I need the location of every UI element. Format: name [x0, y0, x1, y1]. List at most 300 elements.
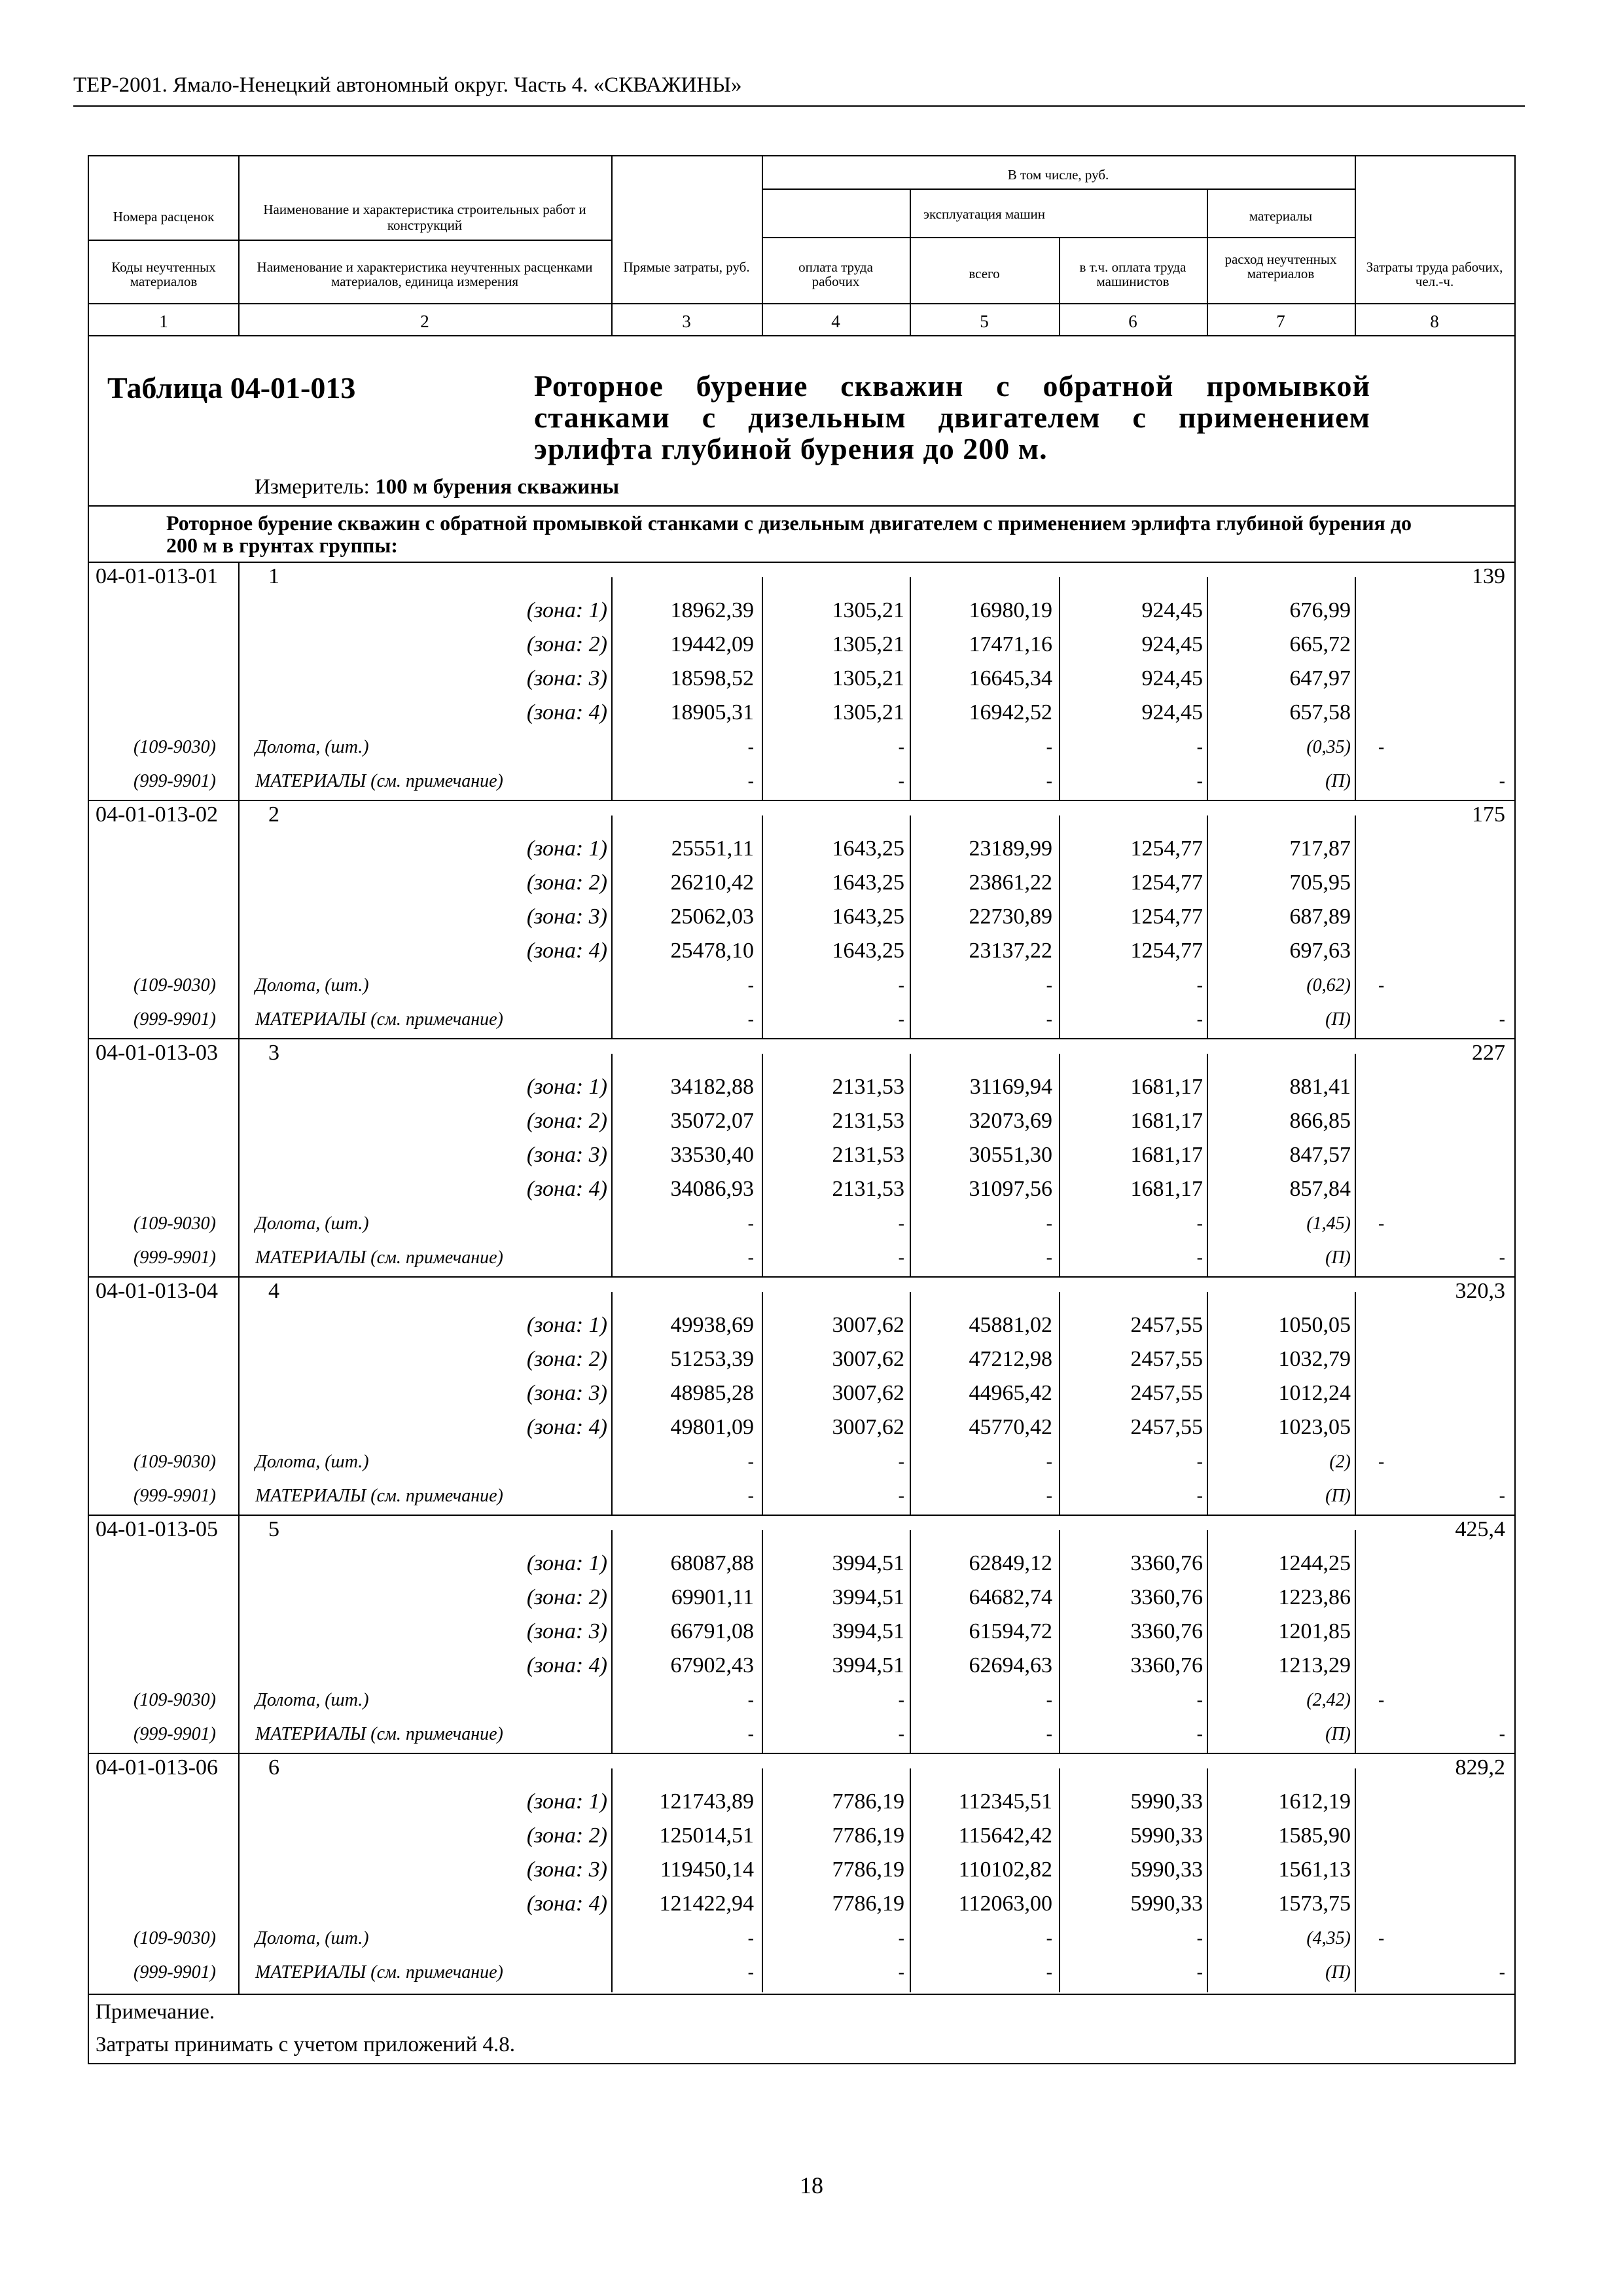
zone-value: 2457,55 [1130, 1381, 1203, 1405]
page-number: 18 [800, 2172, 823, 2198]
header-material-codes: Коды неучтенных материалов [111, 259, 216, 289]
dash: - [747, 1690, 754, 1710]
bit-name: Долота, (шт.) [255, 1928, 369, 1948]
dash: - [1046, 1247, 1052, 1268]
rate-code: 04-01-013-03 [96, 1041, 218, 1065]
materials-code: (999-9901) [134, 1962, 216, 1982]
zone-value: 1032,79 [1278, 1347, 1351, 1371]
dash: - [898, 1928, 904, 1948]
dash: - [1046, 771, 1052, 791]
zone-value: 2131,53 [832, 1109, 904, 1133]
zone-value: 62694,63 [969, 1653, 1052, 1677]
zone-value: 687,89 [1289, 905, 1351, 929]
zone-value: 1585,90 [1278, 1823, 1351, 1848]
zone-value: 31169,94 [969, 1075, 1052, 1099]
materials-code: (999-9901) [134, 1486, 216, 1506]
dash: - [1046, 1213, 1052, 1234]
zone-value: 34086,93 [670, 1177, 754, 1201]
zone-value: 3994,51 [832, 1619, 904, 1643]
dash: - [1196, 1724, 1203, 1744]
dash: - [1196, 1962, 1203, 1982]
zone-value: 1561,13 [1278, 1857, 1351, 1882]
zone-value: 3360,76 [1130, 1653, 1203, 1677]
dash: - [1046, 1009, 1052, 1030]
dash: - [1046, 1962, 1052, 1982]
zone-value: 121422,94 [659, 1892, 754, 1916]
dash: - [1499, 1486, 1505, 1506]
header-rate-numbers: Номера расценок [113, 209, 215, 224]
zone-label: (зона: 4) [526, 1177, 607, 1201]
dash: - [1499, 1962, 1505, 1982]
zone-label: (зона: 3) [526, 1381, 607, 1405]
rate-group: 1 [268, 564, 279, 588]
materials-name: МАТЕРИАЛЫ (см. примечание) [255, 1486, 503, 1506]
zone-value: 1643,25 [832, 836, 904, 861]
zone-value: 1681,17 [1130, 1109, 1203, 1133]
zone-value: 657,58 [1289, 700, 1351, 725]
zone-label: (зона: 3) [526, 1619, 607, 1643]
zone-value: 110102,82 [958, 1857, 1052, 1882]
materials-code: (999-9901) [134, 1009, 216, 1030]
rate-labor-hours: 227 [1472, 1041, 1505, 1065]
material-row-divider [1207, 1530, 1208, 1754]
zone-value: 17471,16 [969, 632, 1052, 656]
dash: - [1378, 1213, 1385, 1234]
column-number: 6 [1128, 312, 1137, 331]
zone-value: 18598,52 [670, 666, 754, 691]
zone-value: 1681,17 [1130, 1143, 1203, 1167]
zone-value: 1254,77 [1130, 870, 1203, 895]
dash: - [1196, 1928, 1203, 1948]
dash: - [1196, 1690, 1203, 1710]
dash: - [898, 1724, 904, 1744]
zone-label: (зона: 1) [526, 836, 607, 861]
dash: - [747, 1247, 754, 1268]
zone-value: 33530,40 [670, 1143, 754, 1167]
material-row-divider [1207, 1054, 1208, 1278]
dash: - [1499, 1724, 1505, 1744]
dash: - [898, 1213, 904, 1234]
dash: - [898, 1009, 904, 1030]
material-row-divider [1059, 1292, 1060, 1516]
zone-value: 1573,75 [1278, 1892, 1351, 1916]
zone-value: 866,85 [1289, 1109, 1351, 1133]
zone-value: 3994,51 [832, 1551, 904, 1575]
zone-value: 1050,05 [1278, 1313, 1351, 1337]
dash: - [1196, 1213, 1203, 1234]
zone-value: 47212,98 [969, 1347, 1052, 1371]
header-machine-total: всего [969, 266, 1000, 281]
materials-name: МАТЕРИАЛЫ (см. примечание) [255, 1009, 503, 1030]
zone-value: 1254,77 [1130, 939, 1203, 963]
material-row-divider [1059, 1768, 1060, 1992]
zone-value: 16645,34 [969, 666, 1052, 691]
zone-value: 1643,25 [832, 870, 904, 895]
header-line [762, 237, 1355, 238]
dash: - [1499, 1009, 1505, 1030]
column-number: 4 [831, 312, 840, 331]
zone-value: 18905,31 [670, 700, 754, 725]
zone-label: (зона: 3) [526, 1857, 607, 1882]
zone-value: 717,87 [1289, 836, 1351, 861]
materials-name: МАТЕРИАЛЫ (см. примечание) [255, 771, 503, 791]
zone-label: (зона: 2) [526, 1347, 607, 1371]
header-divider [910, 188, 911, 336]
materials-code: (999-9901) [134, 1247, 216, 1268]
zone-label: (зона: 3) [526, 666, 607, 691]
zone-value: 3007,62 [832, 1347, 904, 1371]
bit-name: Долота, (шт.) [255, 1690, 369, 1710]
material-row-divider [1355, 577, 1356, 801]
zone-value: 3360,76 [1130, 1619, 1203, 1643]
zone-label: (зона: 2) [526, 1823, 607, 1848]
zone-value: 5990,33 [1130, 1857, 1203, 1882]
zone-label: (зона: 4) [526, 939, 607, 963]
zone-value: 18962,39 [670, 598, 754, 622]
dash: - [747, 1962, 754, 1982]
zone-label: (зона: 1) [526, 1551, 607, 1575]
header-machine-operation: эксплуатация машин [923, 206, 1045, 222]
header-operator-pay: в т.ч. оплата труда машинистов [1079, 259, 1186, 289]
zone-value: 1213,29 [1278, 1653, 1351, 1677]
header-work-name: Наименование и характеристика строительных работ и конструкций [263, 202, 586, 233]
header-divider [238, 155, 240, 336]
bit-code: (109-9030) [134, 1452, 216, 1472]
dash: - [1378, 1452, 1385, 1472]
table-code: Таблица 04-01-013 [107, 371, 356, 404]
materials-code: (999-9901) [134, 1724, 216, 1744]
measure-line [255, 476, 619, 498]
zone-value: 1223,86 [1278, 1585, 1351, 1609]
note-text: Затраты принимать с учетом приложений 4.8. [96, 2033, 515, 2056]
zone-label: (зона: 2) [526, 1109, 607, 1133]
zone-value: 7786,19 [832, 1892, 904, 1916]
dash: - [747, 1928, 754, 1948]
zone-value: 35072,07 [670, 1109, 754, 1133]
zone-value: 2457,55 [1130, 1415, 1203, 1439]
zone-value: 881,41 [1289, 1075, 1351, 1099]
material-row-divider [611, 1530, 613, 1754]
zone-value: 1254,77 [1130, 836, 1203, 861]
zone-value: 45770,42 [969, 1415, 1052, 1439]
header-labor-pay: оплата труда рабочих [798, 259, 873, 289]
header-direct-costs: Прямые затраты, руб. [623, 259, 750, 275]
dash: - [1046, 975, 1052, 996]
note-line [88, 1994, 1514, 1995]
material-row-divider [762, 1054, 763, 1278]
zone-label: (зона: 3) [526, 1143, 607, 1167]
material-row-divider [1059, 1530, 1060, 1754]
rate-labor-hours: 175 [1472, 802, 1505, 827]
zone-value: 30551,30 [969, 1143, 1052, 1167]
zone-value: 1681,17 [1130, 1075, 1203, 1099]
rate-code: 04-01-013-06 [96, 1755, 218, 1780]
zone-label: (зона: 3) [526, 905, 607, 929]
bit-quantity: (2) [1329, 1452, 1351, 1472]
zone-value: 1305,21 [832, 666, 904, 691]
zone-value: 125014,51 [659, 1823, 754, 1848]
material-row-divider [1059, 816, 1060, 1039]
bit-quantity: (0,62) [1306, 975, 1351, 996]
dash: - [1378, 975, 1385, 996]
dash: - [1196, 1009, 1203, 1030]
zone-value: 665,72 [1289, 632, 1351, 656]
zone-value: 5990,33 [1130, 1789, 1203, 1814]
zone-value: 64682,74 [969, 1585, 1052, 1609]
rate-labor-hours: 139 [1472, 564, 1505, 588]
zone-value: 1643,25 [832, 939, 904, 963]
dash: - [1499, 771, 1505, 791]
zone-value: 25551,11 [671, 836, 754, 861]
column-number: 5 [980, 312, 989, 331]
measure-value: 100 м бурения скважины [375, 475, 620, 499]
rate-group: 6 [268, 1755, 279, 1780]
header-line [762, 188, 1355, 190]
zone-value: 22730,89 [969, 905, 1052, 929]
zone-value: 2457,55 [1130, 1313, 1203, 1337]
zone-label: (зона: 2) [526, 870, 607, 895]
rate-separator [88, 800, 1514, 801]
material-row-divider [762, 1292, 763, 1516]
zone-value: 3007,62 [832, 1313, 904, 1337]
zone-value: 25062,03 [670, 905, 754, 929]
zone-value: 1681,17 [1130, 1177, 1203, 1201]
dash: - [898, 1962, 904, 1982]
header-divider [762, 155, 763, 336]
material-row-divider [762, 1530, 763, 1754]
zone-value: 2457,55 [1130, 1347, 1203, 1371]
zone-value: 1201,85 [1278, 1619, 1351, 1643]
materials-name: МАТЕРИАЛЫ (см. примечание) [255, 1724, 503, 1744]
header-material-names: Наименование и характеристика неучтенных расценками материалов, единица измерения [257, 259, 593, 289]
rate-code: 04-01-013-05 [96, 1517, 218, 1541]
material-row-divider [910, 1054, 911, 1278]
bit-name: Долота, (шт.) [255, 975, 369, 996]
material-row-divider [1207, 577, 1208, 801]
zone-value: 5990,33 [1130, 1823, 1203, 1848]
dash: - [1196, 771, 1203, 791]
dash: - [747, 1009, 754, 1030]
material-row-divider [611, 1768, 613, 1992]
bit-code: (109-9030) [134, 1928, 216, 1948]
zone-value: 16980,19 [969, 598, 1052, 622]
dash: - [1046, 1928, 1052, 1948]
material-row-divider [762, 577, 763, 801]
rate-labor-hours: 320,3 [1455, 1279, 1505, 1303]
zone-value: 67902,43 [670, 1653, 754, 1677]
zone-value: 676,99 [1289, 598, 1351, 622]
material-row-divider [1355, 1768, 1356, 1992]
zone-value: 857,84 [1289, 1177, 1351, 1201]
rate-separator [88, 1276, 1514, 1278]
zone-value: 1023,05 [1278, 1415, 1351, 1439]
zone-value: 647,97 [1289, 666, 1351, 691]
bit-code: (109-9030) [134, 975, 216, 996]
zone-value: 23137,22 [969, 939, 1052, 963]
zone-value: 1305,21 [832, 598, 904, 622]
zone-value: 26210,42 [670, 870, 754, 895]
bit-code: (109-9030) [134, 1213, 216, 1234]
materials-quantity: (П) [1325, 1724, 1351, 1744]
table-name: Роторное бурение скважин с обратной промывкой станками с дизельным двигателем с применением эрлифта глубиной бурения до 200 м. [534, 369, 1370, 465]
bit-name: Долота, (шт.) [255, 1452, 369, 1472]
zone-value: 115642,42 [958, 1823, 1052, 1848]
zone-value: 112345,51 [958, 1789, 1052, 1814]
zone-label: (зона: 4) [526, 1653, 607, 1677]
material-row-divider [1207, 816, 1208, 1039]
zone-value: 23861,22 [969, 870, 1052, 895]
materials-quantity: (П) [1325, 1009, 1351, 1030]
zone-value: 66791,08 [670, 1619, 754, 1643]
material-row-divider [1207, 1292, 1208, 1516]
column-number: 7 [1276, 312, 1285, 331]
zone-value: 112063,00 [958, 1892, 1052, 1916]
dash: - [898, 1247, 904, 1268]
zone-value: 49938,69 [670, 1313, 754, 1337]
dash: - [1046, 1486, 1052, 1506]
header-divider [1059, 237, 1060, 336]
dash: - [1196, 975, 1203, 996]
material-row-divider [910, 1292, 911, 1516]
material-row-divider [762, 816, 763, 1039]
dash: - [898, 1690, 904, 1710]
zone-value: 23189,99 [969, 836, 1052, 861]
zone-label: (зона: 1) [526, 1313, 607, 1337]
rate-separator [88, 1038, 1514, 1039]
material-row-divider [910, 1768, 911, 1992]
zone-label: (зона: 1) [526, 598, 607, 622]
zone-value: 69901,11 [671, 1585, 754, 1609]
bit-quantity: (2,42) [1306, 1690, 1351, 1710]
zone-label: (зона: 1) [526, 1075, 607, 1099]
zone-value: 2131,53 [832, 1143, 904, 1167]
column-number: 3 [682, 312, 691, 331]
zone-value: 19442,09 [670, 632, 754, 656]
zone-value: 1305,21 [832, 700, 904, 725]
material-row-divider [762, 1768, 763, 1992]
material-row-divider [910, 577, 911, 801]
header-divider [1355, 155, 1356, 336]
material-row-divider [1207, 1768, 1208, 1992]
zone-value: 697,63 [1289, 939, 1351, 963]
rate-separator [88, 1515, 1514, 1516]
bit-code: (109-9030) [134, 737, 216, 757]
material-row-divider [1355, 1530, 1356, 1754]
zone-value: 847,57 [1289, 1143, 1351, 1167]
material-row-divider [1355, 1054, 1356, 1278]
zone-value: 7786,19 [832, 1857, 904, 1882]
zone-value: 32073,69 [969, 1109, 1052, 1133]
zone-label: (зона: 2) [526, 632, 607, 656]
rate-labor-hours: 829,2 [1455, 1755, 1505, 1780]
bit-quantity: (0,35) [1306, 737, 1351, 757]
zone-value: 1305,21 [832, 632, 904, 656]
dash: - [1378, 1928, 1385, 1948]
rate-group: 4 [268, 1279, 279, 1303]
zone-value: 62849,12 [969, 1551, 1052, 1575]
dash: - [898, 1452, 904, 1472]
zone-value: 1643,25 [832, 905, 904, 929]
zone-value: 44965,42 [969, 1381, 1052, 1405]
zone-value: 2131,53 [832, 1075, 904, 1099]
dash: - [747, 1213, 754, 1234]
materials-quantity: (П) [1325, 771, 1351, 791]
zone-value: 1254,77 [1130, 905, 1203, 929]
title-line [88, 505, 1514, 507]
rate-group: 2 [268, 802, 279, 827]
material-row-divider [611, 816, 613, 1039]
material-row-divider [611, 1054, 613, 1278]
zone-value: 3007,62 [832, 1415, 904, 1439]
header-rule [73, 105, 1525, 107]
rate-group: 5 [268, 1517, 279, 1541]
zone-value: 121743,89 [659, 1789, 754, 1814]
zone-value: 7786,19 [832, 1823, 904, 1848]
column-number: 8 [1430, 312, 1439, 331]
dash: - [747, 975, 754, 996]
zone-value: 3360,76 [1130, 1585, 1203, 1609]
body-divider [238, 562, 240, 1994]
zone-value: 119450,14 [660, 1857, 754, 1882]
material-row-divider [611, 1292, 613, 1516]
zone-value: 45881,02 [969, 1313, 1052, 1337]
bit-name: Долота, (шт.) [255, 737, 369, 757]
dash: - [747, 771, 754, 791]
bit-quantity: (1,45) [1306, 1213, 1351, 1234]
rate-code: 04-01-013-02 [96, 802, 218, 827]
dash: - [898, 1486, 904, 1506]
header-line [88, 303, 1514, 304]
zone-value: 1612,19 [1278, 1789, 1351, 1814]
column-number: 1 [159, 312, 168, 331]
dash: - [1378, 737, 1385, 757]
dash: - [1046, 1452, 1052, 1472]
bit-code: (109-9030) [134, 1690, 216, 1710]
zone-label: (зона: 2) [526, 1585, 607, 1609]
dash: - [1196, 1486, 1203, 1506]
dash: - [747, 1724, 754, 1744]
materials-name: МАТЕРИАЛЫ (см. примечание) [255, 1247, 503, 1268]
measure-label: Измеритель: [255, 475, 370, 499]
zone-value: 7786,19 [832, 1789, 904, 1814]
zone-value: 34182,88 [670, 1075, 754, 1099]
materials-code: (999-9901) [134, 771, 216, 791]
zone-value: 31097,56 [969, 1177, 1052, 1201]
bit-name: Долота, (шт.) [255, 1213, 369, 1234]
dash: - [1046, 1724, 1052, 1744]
dash: - [747, 737, 754, 757]
materials-quantity: (П) [1325, 1247, 1351, 1268]
material-row-divider [1059, 577, 1060, 801]
zone-value: 1244,25 [1278, 1551, 1351, 1575]
zone-value: 3994,51 [832, 1653, 904, 1677]
zone-value: 3360,76 [1130, 1551, 1203, 1575]
rate-code: 04-01-013-04 [96, 1279, 218, 1303]
bit-quantity: (4,35) [1306, 1928, 1351, 1948]
header-labor-hours: Затраты труда рабочих, чел.-ч. [1366, 259, 1503, 289]
zone-value: 61594,72 [969, 1619, 1052, 1643]
zone-value: 3994,51 [832, 1585, 904, 1609]
rate-group: 3 [268, 1041, 279, 1065]
zone-value: 2131,53 [832, 1177, 904, 1201]
header-materials: материалы [1249, 208, 1313, 224]
section-title: Роторное бурение скважин с обратной промывкой станками с дизельным двигателем с применением эрлифта глубиной бурения до 200 м в грунтах группы: [166, 511, 1412, 557]
zone-value: 924,45 [1141, 700, 1203, 725]
dash: - [1196, 1452, 1203, 1472]
material-row-divider [611, 577, 613, 801]
header-line [88, 240, 611, 241]
zone-value: 48985,28 [670, 1381, 754, 1405]
